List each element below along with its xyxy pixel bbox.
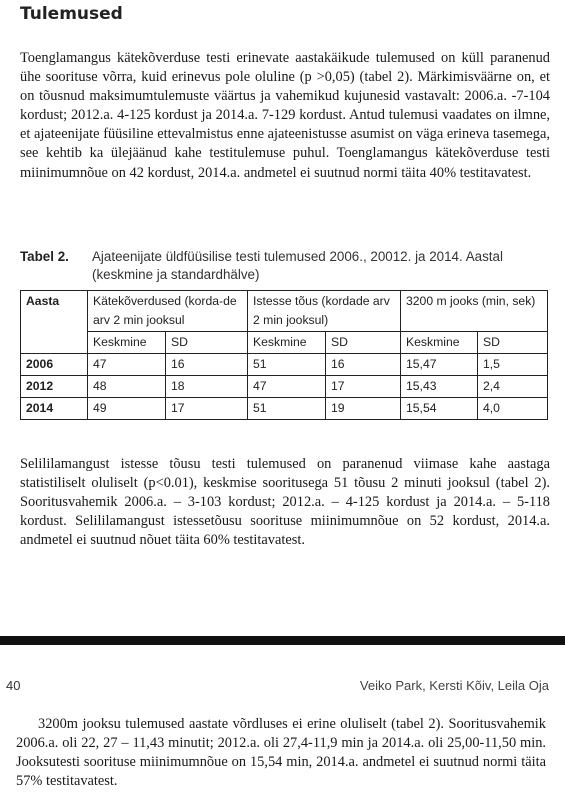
cell-value: 15,54 [401, 398, 478, 420]
subheader-sd: SD [478, 332, 548, 354]
cell-value: 18 [166, 376, 248, 398]
header-run: 3200 m jooks (min, sek) [401, 291, 548, 332]
header-year: Aasta [21, 291, 88, 354]
cell-year: 2006 [21, 354, 88, 376]
running-header-authors: Veiko Park, Kersti Kõiv, Leila Oja [359, 678, 549, 693]
cell-value: 47 [248, 376, 326, 398]
page-divider [0, 636, 565, 645]
cell-year: 2012 [21, 376, 88, 398]
results-paragraph-run: 3200m jooksu tulemused aastate võrdluses ei erine oluliselt (tabel 2). Sooritusvahemik 2006.a. oli 22, 27 – 11,43 minutit; 2012.a. oli 27,4-11,9 min ja 2014.a. oli 25,00-11,50 min. Jooksutesti soorituse miinimumnõue on 15,54 min, 2014.a. andmetel ei suutnud normi täita 57% testitavatest. [16, 716, 546, 790]
cell-value: 49 [88, 398, 166, 420]
subheader-mean: Keskmine [248, 332, 326, 354]
table-subheader-row [21, 332, 548, 354]
cell-value: 17 [166, 398, 248, 420]
cell-value: 4,0 [478, 398, 548, 420]
cell-value: 51 [248, 354, 326, 376]
cell-value: 19 [326, 398, 401, 420]
table-header-row [21, 291, 548, 332]
cell-value: 47 [88, 354, 166, 376]
table-row [21, 376, 548, 398]
cell-value: 16 [326, 354, 401, 376]
cell-value: 48 [88, 376, 166, 398]
cell-year: 2014 [21, 398, 88, 420]
subheader-mean: Keskmine [88, 332, 166, 354]
page-number: 40 [6, 678, 21, 693]
header-situps: Istesse tõus (kordade arv 2 min jooksul) [248, 291, 401, 332]
cell-value: 51 [248, 398, 326, 420]
results-paragraph-situps: Selililamangust istesse tõusu testi tulemused on paranenud viimase kahe aastaga statistiliselt oluliselt (p<0.01), keskmise sooritusega 51 tõusu 2 minuti jooksul (tabel 2). Sooritusvahemik 2006.a. – 3-103 kordust; 2012.a. – 4-125 kordust ja 2014.a. – 5-118 kordust. Selililamangust istessetõusu soorituse miinimumnõue on 52 kordust, 2014.a. andmetel ei suutnud nõuet täita 60% testitavatest. [20, 456, 550, 549]
section-heading: Tulemused [20, 4, 123, 24]
cell-value: 1,5 [478, 354, 548, 376]
cell-value: 15,43 [401, 376, 478, 398]
page-lower [0, 645, 565, 800]
table-caption-label: Tabel 2. [20, 249, 69, 264]
table-row [21, 398, 548, 420]
cell-value: 17 [326, 376, 401, 398]
header-pushups: Kätekõverdused (korda-de arv 2 min jooksul [88, 291, 248, 332]
results-table [20, 290, 548, 420]
cell-value: 16 [166, 354, 248, 376]
cell-value: 15,47 [401, 354, 478, 376]
subheader-mean: Keskmine [401, 332, 478, 354]
subheader-sd: SD [326, 332, 401, 354]
table-row [21, 354, 548, 376]
table-caption-text: Ajateenijate üldfüüsilise testi tulemused 2006., 20012. ja 2014. Aastal (keskmine ja standardhälve) [92, 249, 503, 282]
cell-value: 2,4 [478, 376, 548, 398]
subheader-sd: SD [166, 332, 248, 354]
results-paragraph-pushups: Toenglamangus kätekõverduse testi erinevate aastakäikude tulemused on küll paranenud ühe soorituse võrra, kuid erinevus pole oluline (p >0,05) (tabel 2). Märkimisväärne on, et on tõusnud maksimumtulemuste väärtus ja vahemikud kujunesid vastavalt: 2006.a. -7-104 kordust; 2012.a. 4-125 kordust ja 2014.a. 7-129 kordust. Antud tulemusi vaadates on ilmne, et ajateenijate füüsiline ettevalmistus enne ajateenistusse asumist on väga erineva tasemega, see kehtib ka ülejäänud kahe testitulemuse puhul. Toenglamangus kätekõverduse testi miinimumnõue on 42 kordust, 2014.a. andmetel ei suutnud normi täita 40% testitavatest. [20, 50, 550, 181]
